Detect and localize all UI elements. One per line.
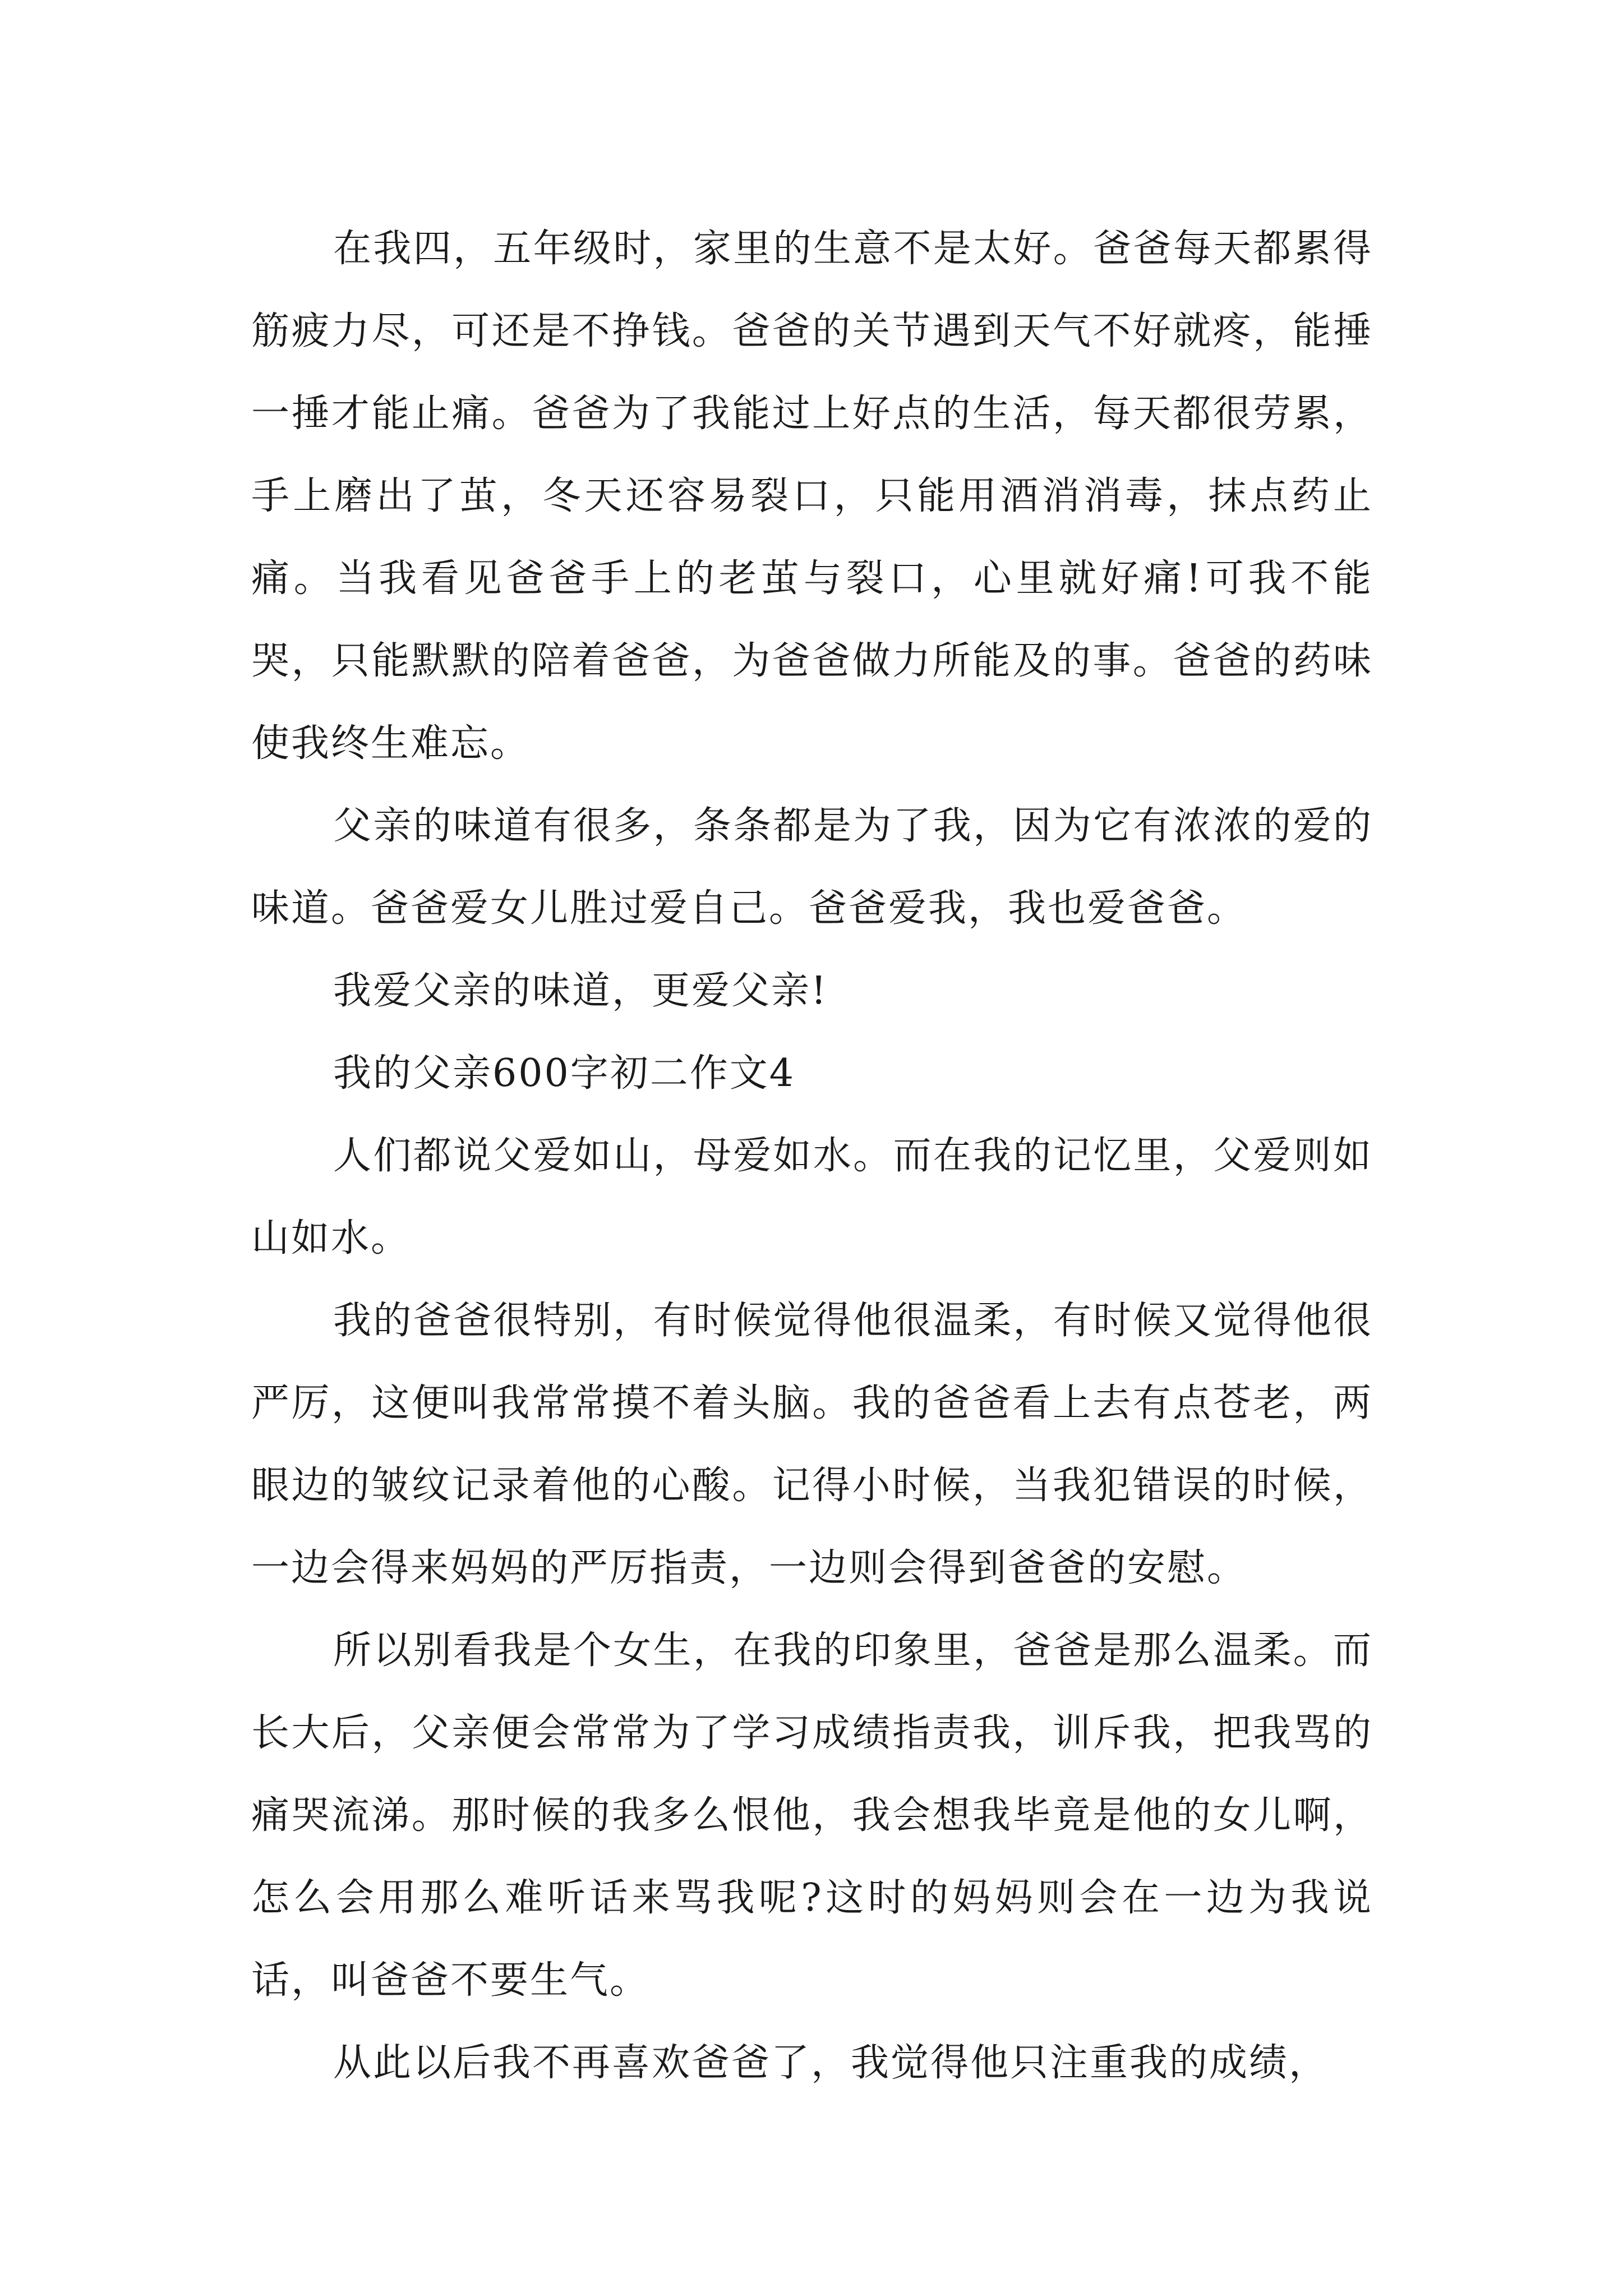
paragraph-special-father: 我的爸爸很特别，有时候觉得他很温柔，有时候又觉得他很严厉，这便叫我常常摸不着头脑。我的爸爸看上去有点苍老，两眼边的皱纹记录着他的心酸。记得小时候，当我犯错误的时候，一边会得来妈妈的严厉指责，一边则会得到爸爸的安慰。 — [251, 1299, 1373, 1590]
paragraph-love-father: 我爱父亲的味道，更爱父亲! — [333, 969, 828, 1013]
paragraph-since-then: 从此以后我不再喜欢爸爸了，我觉得他只注重我的成绩， — [333, 2041, 1329, 2085]
paragraph-mountain-water: 人们都说父爱如山，母爱如水。而在我的记忆里，父爱则如山如水。 — [251, 1134, 1373, 1260]
document-body — [251, 208, 1373, 2104]
paragraph-father-joints: 在我四，五年级时，家里的生意不是太好。爸爸每天都累得筋疲力尽，可还是不挣钱。爸爸的关节遇到天气不好就疼，能捶一捶才能止痛。爸爸为了我能过上好点的生活，每天都很劳累，手上磨出了茧，冬天还容易裂口，只能用酒消消毒，抹点药止痛。当我看见爸爸手上的老茧与裂口，心里就好痛!可我不能哭，只能默默的陪着爸爸，为爸爸做力所能及的事。爸爸的药味使我终生难忘。 — [251, 227, 1373, 766]
paragraph-gentle-strict: 所以别看我是个女生，在我的印象里，爸爸是那么温柔。而长大后，父亲便会常常为了学习成绩指责我，训斥我，把我骂的痛哭流涕。那时候的我多么恨他，我会想我毕竟是他的女儿啊，怎么会用那么难听话来骂我呢?这时的妈妈则会在一边为我说话，叫爸爸不要生气。 — [251, 1628, 1373, 2003]
paragraph-taste-of-love: 父亲的味道有很多，条条都是为了我，因为它有浓浓的爱的味道。爸爸爱女儿胜过爱自己。爸爸爱我，我也爱爸爸。 — [251, 804, 1373, 931]
essay-heading: 我的父亲600字初二作文4 — [333, 1051, 796, 1096]
